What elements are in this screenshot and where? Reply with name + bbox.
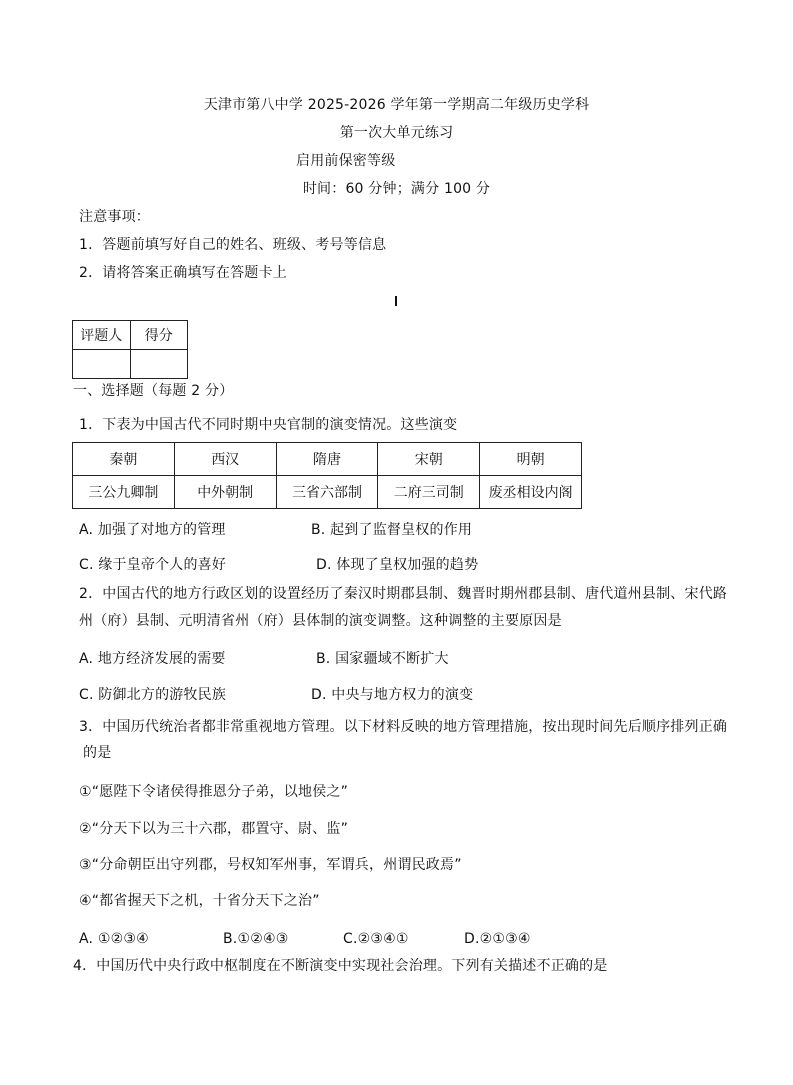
q1-table-cell: 三省六部制 — [276, 476, 378, 509]
q3-option-a[interactable]: A. ①②③④ — [79, 931, 149, 947]
q2-stem-line-2: 州（府）县制、元明清省州（府）县体制的演变调整。这种调整的主要原因是 — [79, 613, 562, 629]
scorer-table — [72, 320, 188, 379]
confidential-level: 启用前保密等级 — [296, 153, 396, 169]
scorer-reviewer-cell[interactable] — [73, 350, 131, 379]
q3-option-c[interactable]: C.②③④① — [343, 931, 409, 947]
q1-table-header: 西汉 — [174, 443, 276, 476]
q1-table-header-row — [73, 443, 582, 476]
q2-option-c[interactable]: C. 防御北方的游牧民族 — [79, 687, 227, 703]
q1-option-a[interactable]: A. 加强了对地方的管理 — [79, 522, 226, 538]
note-item-2: 2．请将答案正确填写在答题卡上 — [79, 265, 287, 281]
q1-table-header: 隋唐 — [276, 443, 378, 476]
q1-option-c[interactable]: C. 缘于皇帝个人的喜好 — [79, 557, 227, 573]
q2-stem-line-1: 2．中国古代的地方行政区划的设置经历了秦汉时期郡县制、魏晋时期州郡县制、唐代道州县制、宋代路 — [79, 586, 728, 602]
q3-stem-line-1: 3．中国历代统治者都非常重视地方管理。以下材料反映的地方管理措施，按出现时间先后顺序排列正确 — [79, 719, 728, 735]
q2-option-d[interactable]: D. 中央与地方权力的演变 — [311, 687, 474, 703]
q3-material-1: ①“愿陛下令诸侯得推恩分子弟，以地侯之” — [79, 784, 349, 800]
time-and-score: 时间：60 分钟；满分 100 分 — [302, 181, 491, 197]
q1-table — [72, 442, 582, 509]
q4-stem: 4．中国历代中央行政中枢制度在不断演变中实现社会治理。下列有关描述不正确的是 — [73, 958, 608, 974]
note-item-1: 1．答题前填写好自己的姓名、班级、考号等信息 — [79, 237, 387, 253]
q3-material-3: ③“分命朝臣出守列郡，号权知军州事，军谓兵，州谓民政焉” — [79, 857, 462, 873]
q3-option-b[interactable]: B.①②④③ — [223, 931, 289, 947]
notes-heading: 注意事项： — [79, 209, 150, 225]
q1-option-d[interactable]: D. 体现了皇权加强的趋势 — [316, 557, 479, 573]
scorer-header-reviewer: 评题人 — [73, 321, 131, 350]
q3-option-d[interactable]: D.②①③④ — [464, 931, 531, 947]
q1-table-row — [73, 476, 582, 509]
q3-material-4: ④“都省握天下之机，十省分天下之治” — [79, 893, 320, 909]
q3-stem-line-2: 的是 — [83, 745, 112, 761]
q2-option-b[interactable]: B. 国家疆域不断扩大 — [316, 651, 449, 667]
exam-title: 天津市第八中学 2025-2026 学年第一学期高二年级历史学科 — [203, 97, 590, 113]
exam-subtitle: 第一次大单元练习 — [339, 125, 454, 141]
q1-table-cell: 废丞相设内阁 — [480, 476, 582, 509]
q1-table-cell: 二府三司制 — [378, 476, 480, 509]
q3-material-2: ②“分天下以为三十六郡，郡置守、尉、监” — [79, 821, 349, 837]
page-marker — [395, 296, 397, 306]
scorer-score-cell[interactable] — [130, 350, 188, 379]
section-heading: 一、选择题（每题 2 分） — [73, 383, 234, 399]
q1-stem: 1．下表为中国古代不同时期中央官制的演变情况。这些演变 — [79, 417, 458, 433]
q1-table-cell: 中外朝制 — [174, 476, 276, 509]
q2-option-a[interactable]: A. 地方经济发展的需要 — [79, 651, 226, 667]
q1-table-cell: 三公九卿制 — [73, 476, 175, 509]
q1-table-header: 宋朝 — [378, 443, 480, 476]
q1-option-b[interactable]: B. 起到了监督皇权的作用 — [311, 522, 473, 538]
q1-table-header: 明朝 — [480, 443, 582, 476]
scorer-header-score: 得分 — [130, 321, 188, 350]
q1-table-header: 秦朝 — [73, 443, 175, 476]
